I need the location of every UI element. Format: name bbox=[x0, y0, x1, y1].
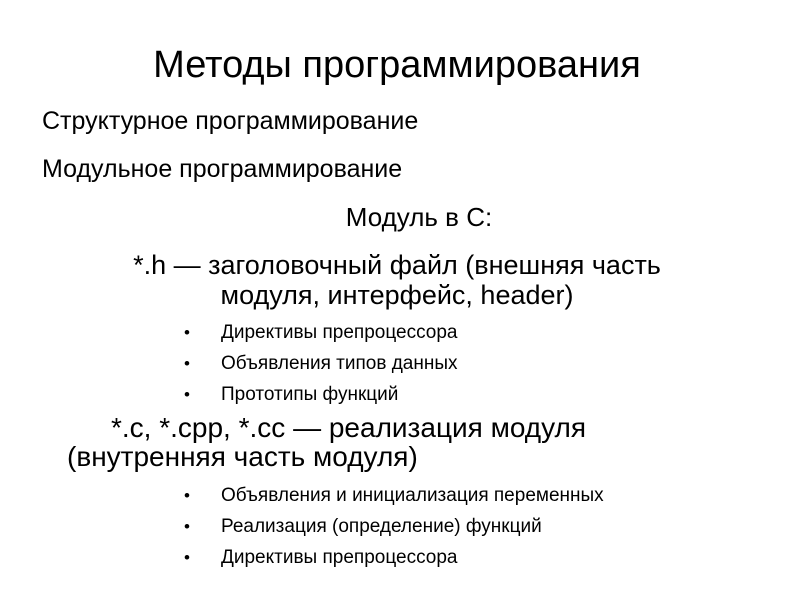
impl-line-1: *.c, *.cpp, *.cc — реализация модуля bbox=[111, 412, 587, 443]
impl-bullet-item: • Объявления и инициализация переменных bbox=[184, 485, 604, 506]
header-bullet-item: • Прототипы функций bbox=[184, 384, 399, 405]
bullet-icon: • bbox=[184, 323, 190, 342]
header-file-line-2: модуля, интерфейс, header) bbox=[220, 280, 574, 310]
impl-bullets bbox=[181, 485, 604, 578]
bullet-icon: • bbox=[184, 517, 190, 536]
item-modular-programming: Модульное программирование bbox=[42, 155, 403, 183]
header-file-bullets bbox=[181, 322, 458, 415]
impl-bullet-item: • Директивы препроцессора bbox=[184, 547, 458, 568]
impl-line-2: (внутренняя часть модуля) bbox=[67, 441, 418, 472]
module-heading: Модуль в С: bbox=[345, 202, 493, 232]
impl-bullet-item: • Реализация (определение) функций bbox=[184, 516, 542, 537]
header-file-line-1: *.h — заголовочный файл (внешняя часть bbox=[133, 250, 661, 280]
bullet-icon: • bbox=[184, 548, 190, 567]
header-bullet-item: • Объявления типов данных bbox=[184, 353, 458, 374]
bullet-icon: • bbox=[184, 385, 190, 404]
slide-title: Методы программирования bbox=[153, 44, 641, 86]
header-bullet-item: • Директивы препроцессора bbox=[184, 322, 458, 343]
bullet-icon: • bbox=[184, 354, 190, 373]
bullet-icon: • bbox=[184, 486, 190, 505]
item-structured-programming: Структурное программирование bbox=[42, 107, 419, 135]
